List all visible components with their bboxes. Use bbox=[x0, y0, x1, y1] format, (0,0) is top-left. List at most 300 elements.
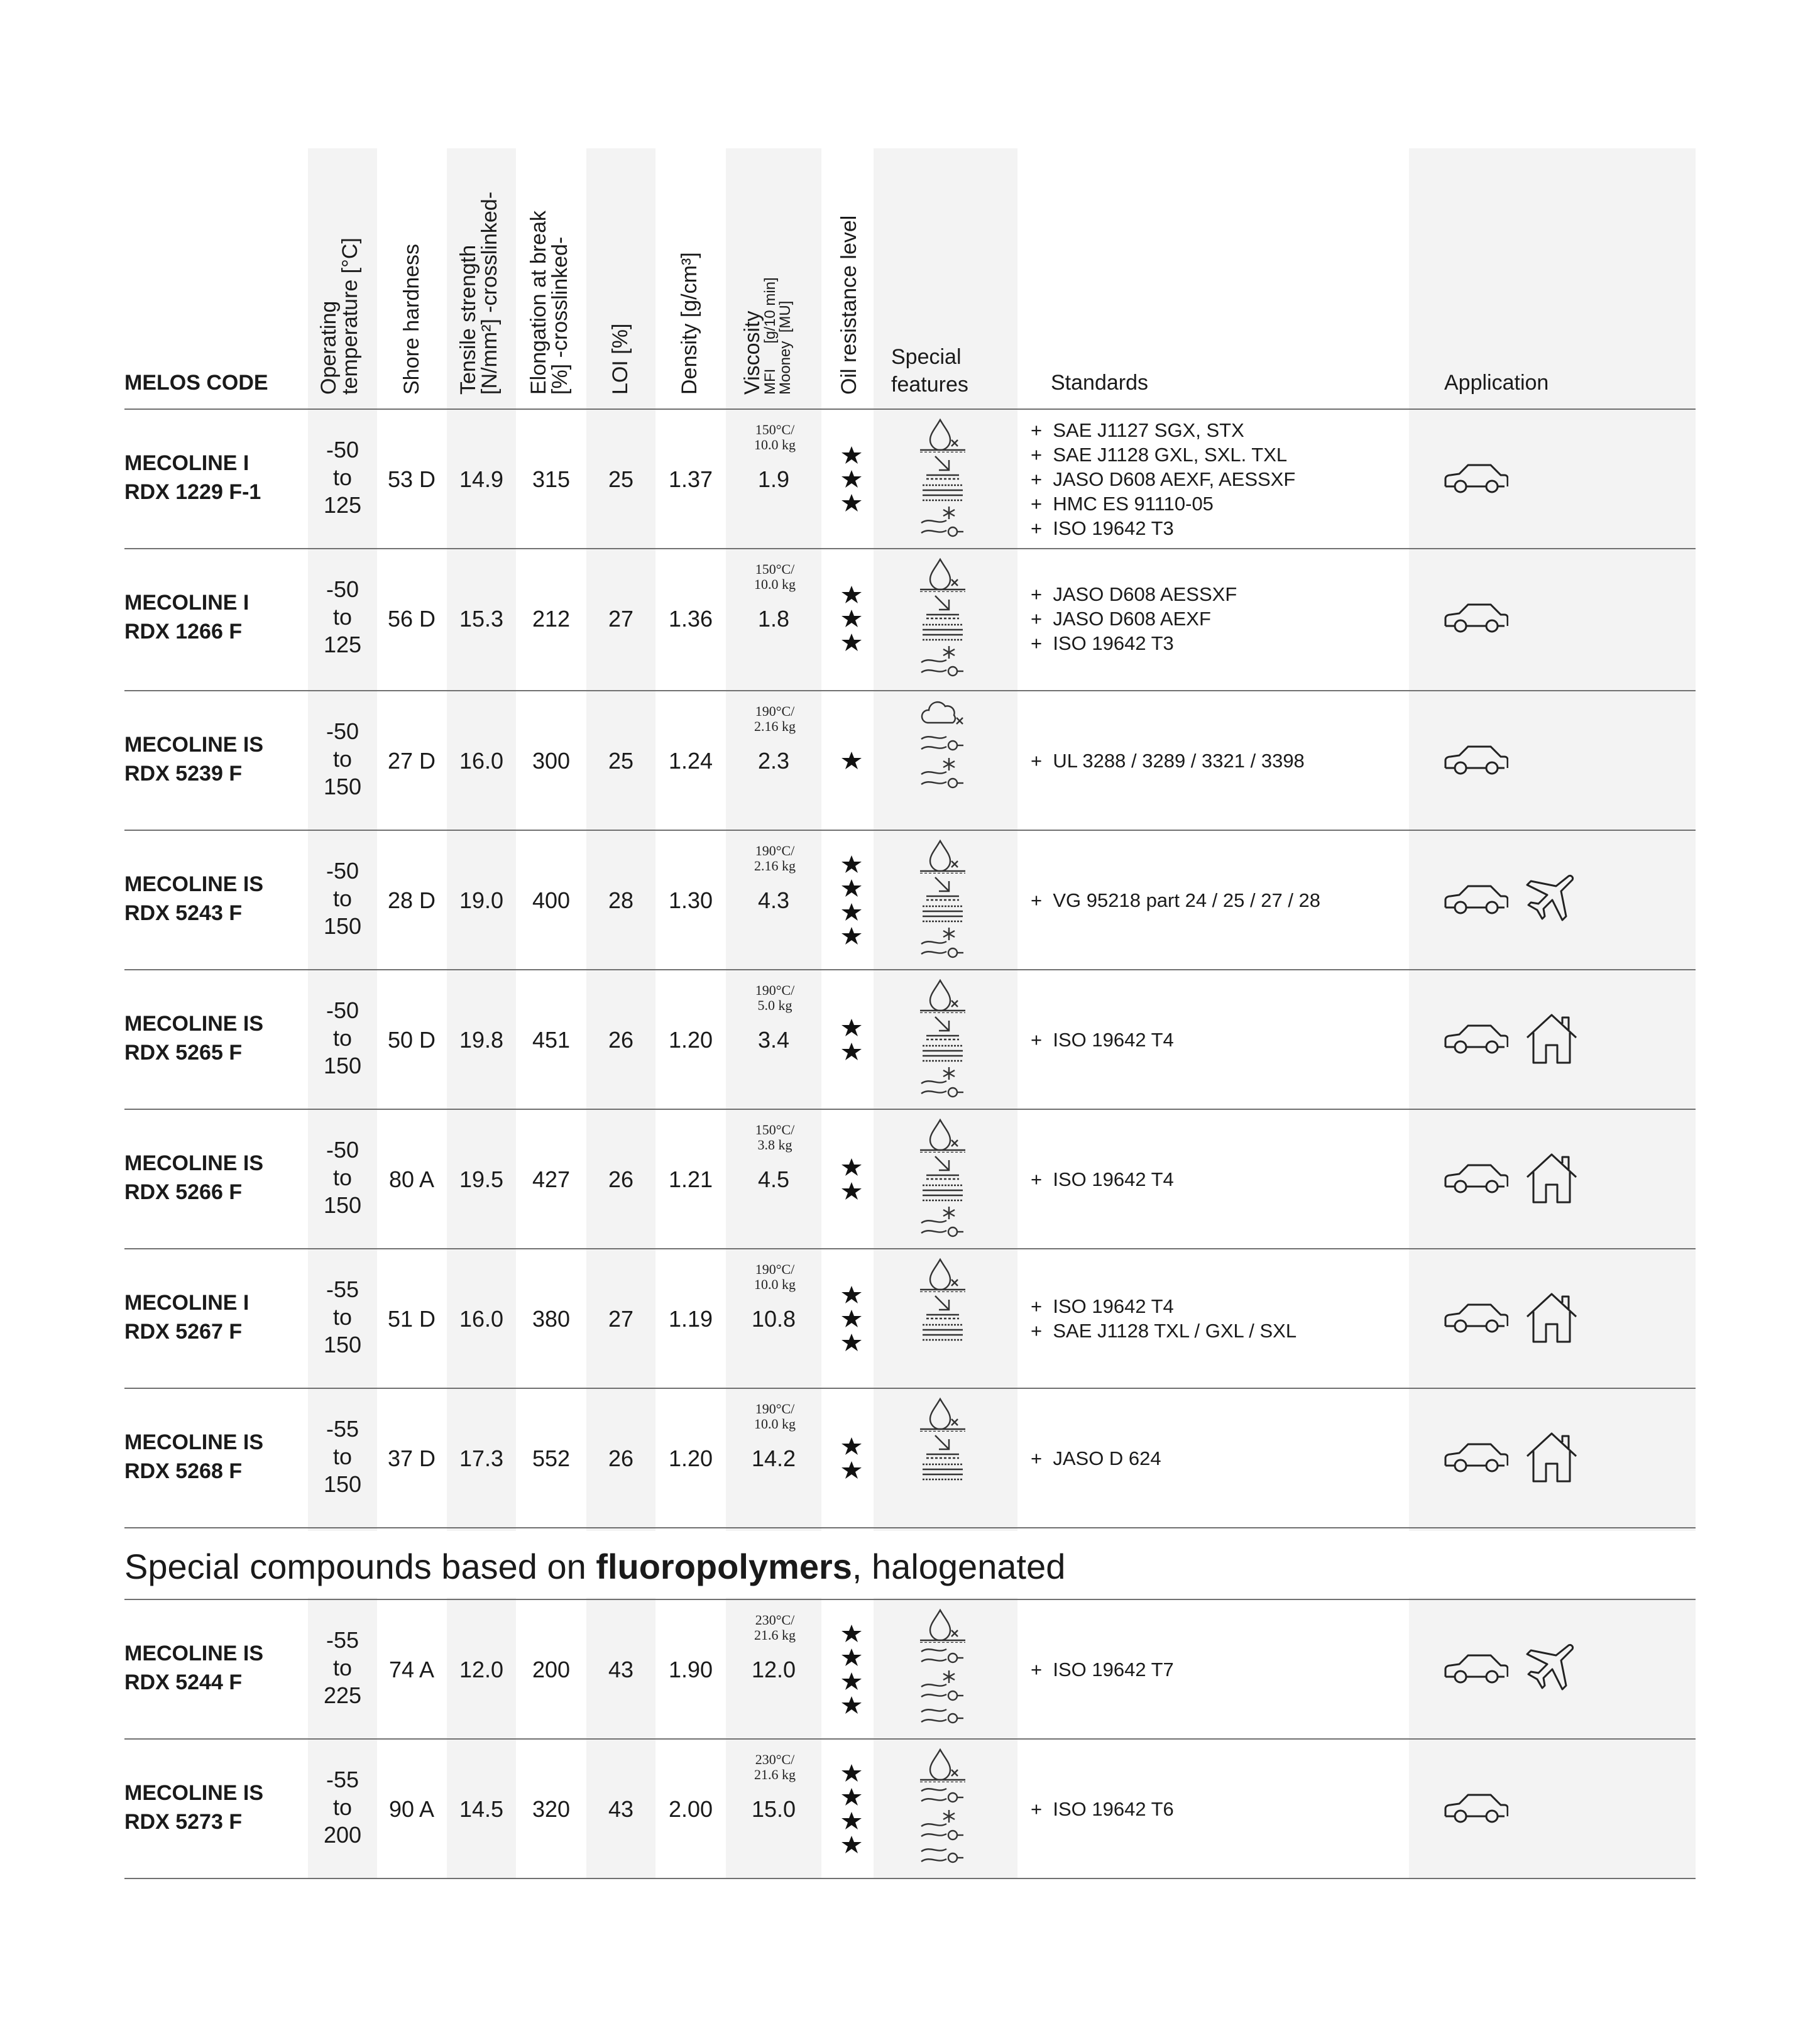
cell-shore: 53 D bbox=[387, 466, 436, 492]
melos-code bbox=[124, 449, 261, 507]
header-melos-code: MELOS CODE bbox=[124, 371, 268, 395]
viscosity-condition bbox=[728, 843, 822, 874]
cell-elong: 320 bbox=[532, 1796, 571, 1822]
viscosity-load: 10.0 kg bbox=[754, 1276, 796, 1292]
cell-density: 1.37 bbox=[668, 466, 713, 492]
cell-loi: 43 bbox=[608, 1796, 634, 1822]
temp-max: 150 bbox=[323, 1332, 362, 1357]
temp-to: to bbox=[332, 1165, 353, 1190]
header-tensile-strength bbox=[458, 192, 500, 395]
header-standards: Standards bbox=[1051, 371, 1148, 395]
melos-code-line2: RDX 5244 F bbox=[124, 1670, 243, 1694]
viscosity-load: 2.16 kg bbox=[754, 858, 796, 874]
standard-item: + SAE J1128 TXL / GXL / SXL bbox=[1031, 1319, 1296, 1343]
melos-code-line1: MECOLINE I bbox=[124, 451, 249, 475]
row-divider bbox=[124, 1248, 1696, 1249]
standards-list bbox=[1031, 749, 1305, 773]
standard-item: + JASO D608 AEXF bbox=[1031, 606, 1237, 631]
cell-loi: 26 bbox=[608, 1445, 634, 1471]
oil-star-icon bbox=[823, 1696, 880, 1714]
viscosity-condition bbox=[728, 704, 822, 734]
cell-elong: 427 bbox=[532, 1166, 571, 1192]
standard-item: + ISO 19642 T3 bbox=[1031, 631, 1237, 655]
oil-star-icon bbox=[823, 446, 880, 464]
temp-to: to bbox=[332, 1304, 353, 1330]
melos-code-line2: RDX 5265 F bbox=[124, 1041, 243, 1065]
oil-star-icon bbox=[823, 855, 880, 874]
cell-tensile: 12.0 bbox=[459, 1657, 504, 1682]
melos-code-line1: MECOLINE IS bbox=[124, 1151, 264, 1175]
cell-elong: 380 bbox=[532, 1306, 571, 1332]
feature-cable-snow-icon bbox=[914, 504, 971, 539]
car-icon bbox=[1443, 1161, 1508, 1197]
temp-min: -55 bbox=[326, 1627, 359, 1653]
temp-to: to bbox=[332, 464, 353, 490]
cell-density: 1.36 bbox=[668, 606, 713, 632]
melos-code-line2: RDX 1266 F bbox=[124, 620, 243, 644]
viscosity-load: 10.0 kg bbox=[754, 437, 796, 452]
row-divider bbox=[124, 830, 1696, 831]
cell-viscosity: 2.3 bbox=[757, 748, 790, 774]
header-special-features bbox=[891, 343, 968, 398]
cell-shore: 51 D bbox=[387, 1306, 436, 1332]
temp-max: 150 bbox=[323, 1471, 362, 1497]
viscosity-condition bbox=[728, 422, 822, 452]
section-title-post: , halogenated bbox=[852, 1547, 1066, 1586]
row-divider bbox=[124, 1388, 1696, 1389]
oil-star-icon bbox=[823, 1648, 880, 1667]
cell-elong: 400 bbox=[532, 887, 571, 913]
standard-item: + SAE J1128 GXL, SXL. TXL bbox=[1031, 442, 1295, 467]
standards-list bbox=[1031, 582, 1237, 655]
application-icons bbox=[1443, 1012, 1580, 1067]
header-loi-label: LOI [%] bbox=[608, 323, 632, 395]
standards-list bbox=[1031, 418, 1295, 540]
oil-resistance-stars bbox=[823, 446, 880, 517]
viscosity-temp: 190°C/ bbox=[755, 703, 795, 719]
cell-loi: 26 bbox=[608, 1027, 634, 1053]
feature-drop-icon bbox=[914, 978, 971, 1013]
temp-min: -50 bbox=[326, 997, 359, 1023]
cell-tensile: 14.9 bbox=[459, 466, 504, 492]
oil-star-icon bbox=[823, 633, 880, 652]
cell-viscosity: 15.0 bbox=[751, 1796, 796, 1822]
melos-code bbox=[124, 1149, 263, 1207]
row-divider bbox=[124, 409, 1696, 410]
cell-elong: 200 bbox=[532, 1657, 571, 1682]
oil-star-icon bbox=[823, 1624, 880, 1643]
standard-item: + JASO D 624 bbox=[1031, 1446, 1161, 1471]
temp-min: -50 bbox=[326, 437, 359, 463]
cell-shore: 74 A bbox=[388, 1657, 435, 1682]
oil-star-icon bbox=[823, 1672, 880, 1691]
oil-star-icon bbox=[823, 1333, 880, 1352]
temp-to: to bbox=[332, 1794, 353, 1820]
feature-cable-snow-icon bbox=[914, 1668, 971, 1703]
melos-code-line1: MECOLINE IS bbox=[124, 733, 264, 757]
row-divider bbox=[124, 1109, 1696, 1110]
viscosity-load: 21.6 kg bbox=[754, 1627, 796, 1643]
standard-item: + HMC ES 91110-05 bbox=[1031, 491, 1295, 516]
special-features bbox=[914, 1257, 971, 1344]
cell-loi: 25 bbox=[608, 466, 634, 492]
standard-item: + JASO D608 AEXF, AESSXF bbox=[1031, 467, 1295, 491]
cell-loi: 43 bbox=[608, 1657, 634, 1682]
melos-code bbox=[124, 1009, 263, 1067]
oil-star-icon bbox=[823, 469, 880, 488]
feature-arrow-icon bbox=[914, 1292, 971, 1321]
feature-lines-icon bbox=[914, 1321, 971, 1344]
viscosity-condition bbox=[728, 983, 822, 1013]
cell-density: 2.00 bbox=[668, 1796, 713, 1822]
melos-code-line2: RDX 5266 F bbox=[124, 1180, 243, 1204]
cell-viscosity: 1.8 bbox=[757, 606, 790, 632]
cell-elong: 212 bbox=[532, 606, 571, 632]
row-divider bbox=[124, 1527, 1696, 1528]
feature-drop-icon bbox=[914, 1608, 971, 1643]
cell-tensile: 19.8 bbox=[459, 1027, 504, 1053]
header-shore-hardness-label: Shore hardness bbox=[400, 243, 424, 395]
standards-list bbox=[1031, 1167, 1174, 1192]
feature-cable-snow-icon bbox=[914, 1807, 971, 1843]
oil-star-icon bbox=[823, 1158, 880, 1176]
oil-star-icon bbox=[823, 1787, 880, 1806]
header-operating-temp-line1: Operating bbox=[317, 300, 341, 395]
car-icon bbox=[1443, 743, 1508, 779]
oil-star-icon bbox=[823, 1309, 880, 1328]
operating-temp bbox=[308, 1415, 377, 1498]
special-features bbox=[914, 1608, 971, 1728]
temp-max: 150 bbox=[323, 1053, 362, 1078]
special-features bbox=[914, 1396, 971, 1483]
melos-code-line2: RDX 1229 F-1 bbox=[124, 480, 261, 504]
standard-item: + ISO 19642 T4 bbox=[1031, 1028, 1174, 1052]
temp-min: -55 bbox=[326, 1767, 359, 1792]
car-icon bbox=[1443, 1791, 1508, 1827]
oil-star-icon bbox=[823, 1763, 880, 1782]
house-icon bbox=[1523, 1151, 1580, 1208]
cell-shore: 80 A bbox=[388, 1166, 435, 1192]
feature-drop-icon bbox=[914, 557, 971, 592]
car-icon bbox=[1443, 1022, 1508, 1058]
temp-min: -50 bbox=[326, 576, 359, 602]
oil-resistance-stars bbox=[823, 1285, 880, 1357]
standard-item: + ISO 19642 T7 bbox=[1031, 1657, 1174, 1682]
cell-shore: 37 D bbox=[387, 1445, 436, 1471]
melos-code-line1: MECOLINE I bbox=[124, 591, 249, 615]
melos-code bbox=[124, 870, 263, 928]
temp-to: to bbox=[332, 886, 353, 911]
cell-tensile: 17.3 bbox=[459, 1445, 504, 1471]
standard-item: + SAE J1127 SGX, STX bbox=[1031, 418, 1295, 442]
header-viscosity-mfi: MFI [g/10 min] bbox=[762, 277, 779, 395]
viscosity-temp: 150°C/ bbox=[755, 1122, 795, 1138]
melos-code bbox=[124, 1779, 263, 1836]
feature-lines-icon bbox=[914, 1461, 971, 1483]
feature-lines-icon bbox=[914, 1182, 971, 1204]
oil-star-icon bbox=[823, 493, 880, 512]
feature-lines-icon bbox=[914, 902, 971, 925]
viscosity-load: 3.8 kg bbox=[757, 1137, 792, 1153]
feature-lines-icon bbox=[914, 621, 971, 644]
operating-temp bbox=[308, 718, 377, 801]
temp-min: -55 bbox=[326, 1276, 359, 1302]
feature-cable-snow-icon bbox=[914, 1204, 971, 1239]
header-density bbox=[679, 252, 700, 395]
operating-temp bbox=[308, 1626, 377, 1709]
car-icon bbox=[1443, 1440, 1508, 1476]
viscosity-temp: 230°C/ bbox=[755, 1612, 795, 1628]
oil-resistance-stars bbox=[823, 1158, 880, 1205]
oil-star-icon bbox=[823, 1285, 880, 1304]
standard-item: + VG 95218 part 24 / 25 / 27 / 28 bbox=[1031, 888, 1320, 913]
oil-resistance-stars bbox=[823, 585, 880, 657]
oil-star-icon bbox=[823, 926, 880, 945]
temp-max: 150 bbox=[323, 1192, 362, 1218]
temp-max: 150 bbox=[323, 913, 362, 939]
header-loi bbox=[610, 324, 631, 395]
melos-code-line2: RDX 5273 F bbox=[124, 1810, 243, 1834]
melos-code-line1: MECOLINE IS bbox=[124, 1642, 264, 1665]
feature-lines-icon bbox=[914, 481, 971, 504]
temp-min: -50 bbox=[326, 858, 359, 884]
operating-temp bbox=[308, 1766, 377, 1849]
oil-star-icon bbox=[823, 1437, 880, 1456]
melos-code-line2: RDX 5267 F bbox=[124, 1320, 243, 1344]
application-icons bbox=[1443, 1291, 1580, 1346]
viscosity-temp: 230°C/ bbox=[755, 1752, 795, 1767]
cell-tensile: 19.0 bbox=[459, 887, 504, 913]
row-divider bbox=[124, 1599, 1696, 1600]
viscosity-temp: 190°C/ bbox=[755, 982, 795, 998]
melos-code-line1: MECOLINE IS bbox=[124, 872, 264, 896]
melos-code-line2: RDX 5243 F bbox=[124, 901, 243, 925]
header-viscosity-mooney: Mooney [MU] bbox=[777, 300, 794, 395]
section-title bbox=[124, 1546, 1065, 1587]
standard-item: + UL 3288 / 3289 / 3321 / 3398 bbox=[1031, 749, 1305, 773]
cell-tensile: 16.0 bbox=[459, 748, 504, 774]
oil-resistance-stars bbox=[823, 1624, 880, 1719]
oil-resistance-stars bbox=[823, 751, 880, 775]
header-viscosity-label: Viscosity bbox=[740, 310, 764, 395]
header-operating-temp-line2: temperature [°C] bbox=[338, 238, 362, 395]
cell-shore: 28 D bbox=[387, 887, 436, 913]
feature-cable-icon bbox=[914, 1843, 971, 1868]
viscosity-temp: 150°C/ bbox=[755, 422, 795, 437]
viscosity-load: 10.0 kg bbox=[754, 1416, 796, 1432]
melos-code-line1: MECOLINE IS bbox=[124, 1012, 264, 1036]
application-icons bbox=[1443, 1151, 1580, 1207]
feature-cable-snow-icon bbox=[914, 1065, 971, 1100]
cell-density: 1.24 bbox=[668, 748, 713, 774]
melos-code bbox=[124, 1288, 249, 1346]
viscosity-temp: 150°C/ bbox=[755, 561, 795, 577]
header-tensile-line2: [N/mm²] -crosslinked- bbox=[478, 191, 502, 395]
header-elongation-line1: Elongation at break bbox=[527, 211, 551, 395]
row-divider bbox=[124, 1738, 1696, 1740]
feature-drop-icon bbox=[914, 1747, 971, 1782]
temp-max: 150 bbox=[323, 774, 362, 799]
temp-max: 225 bbox=[323, 1682, 362, 1708]
feature-drop-icon bbox=[914, 417, 971, 452]
header-elongation-line2: [%] -crosslinked- bbox=[548, 236, 572, 395]
oil-star-icon bbox=[823, 1811, 880, 1830]
row-divider bbox=[124, 1878, 1696, 1879]
oil-resistance-stars bbox=[823, 855, 880, 950]
header-special-line1: Special bbox=[891, 345, 962, 369]
cell-elong: 300 bbox=[532, 748, 571, 774]
car-icon bbox=[1443, 882, 1508, 918]
special-features bbox=[914, 1747, 971, 1868]
temp-min: -50 bbox=[326, 718, 359, 744]
feature-arrow-icon bbox=[914, 1013, 971, 1042]
feature-drop-icon bbox=[914, 1117, 971, 1153]
standards-list bbox=[1031, 888, 1320, 913]
cell-viscosity: 1.9 bbox=[757, 466, 790, 492]
feature-cable-icon bbox=[914, 1643, 971, 1668]
cell-tensile: 14.5 bbox=[459, 1796, 504, 1822]
operating-temp bbox=[308, 1276, 377, 1359]
temp-to: to bbox=[332, 746, 353, 772]
viscosity-load: 2.16 kg bbox=[754, 718, 796, 734]
special-features bbox=[914, 838, 971, 960]
viscosity-temp: 190°C/ bbox=[755, 1261, 795, 1277]
temp-to: to bbox=[332, 1444, 353, 1469]
melos-code-line2: RDX 5268 F bbox=[124, 1459, 243, 1483]
oil-star-icon bbox=[823, 1461, 880, 1479]
standards-list bbox=[1031, 1294, 1296, 1343]
feature-arrow-icon bbox=[914, 1153, 971, 1182]
feature-cable-icon bbox=[914, 730, 971, 755]
car-icon bbox=[1443, 1652, 1508, 1687]
oil-star-icon bbox=[823, 585, 880, 604]
feature-drop-icon bbox=[914, 1396, 971, 1432]
standards-list bbox=[1031, 1797, 1174, 1821]
oil-star-icon bbox=[823, 1018, 880, 1037]
viscosity-condition bbox=[728, 1122, 822, 1153]
header-tensile-line1: Tensile strength bbox=[456, 244, 480, 395]
temp-to: to bbox=[332, 604, 353, 630]
header-viscosity bbox=[742, 277, 793, 395]
cell-elong: 552 bbox=[532, 1445, 571, 1471]
house-icon bbox=[1523, 1290, 1580, 1347]
application-icons bbox=[1443, 1781, 1508, 1836]
feature-cable-snow-icon bbox=[914, 644, 971, 679]
standards-list bbox=[1031, 1657, 1174, 1682]
feature-cable-snow-icon bbox=[914, 925, 971, 960]
oil-resistance-stars bbox=[823, 1018, 880, 1066]
standards-list bbox=[1031, 1446, 1161, 1471]
header-oil-resistance bbox=[838, 216, 860, 395]
special-features bbox=[914, 978, 971, 1100]
oil-star-icon bbox=[823, 1042, 880, 1061]
cell-tensile: 16.0 bbox=[459, 1306, 504, 1332]
car-icon bbox=[1443, 1301, 1508, 1337]
feature-drop-icon bbox=[914, 838, 971, 874]
header-special-line2: features bbox=[891, 373, 968, 397]
cell-shore: 56 D bbox=[387, 606, 436, 632]
cell-loi: 27 bbox=[608, 606, 634, 632]
oil-star-icon bbox=[823, 879, 880, 897]
cell-loi: 26 bbox=[608, 1166, 634, 1192]
house-icon bbox=[1523, 1011, 1580, 1068]
oil-star-icon bbox=[823, 1835, 880, 1854]
viscosity-condition bbox=[728, 1613, 822, 1643]
feature-arrow-icon bbox=[914, 592, 971, 621]
standard-item: + ISO 19642 T4 bbox=[1031, 1294, 1296, 1319]
application-icons bbox=[1443, 591, 1508, 646]
cell-viscosity: 4.5 bbox=[757, 1166, 790, 1192]
temp-to: to bbox=[332, 1655, 353, 1681]
header-operating-temp bbox=[318, 238, 361, 395]
cell-viscosity: 12.0 bbox=[751, 1657, 796, 1682]
melos-code bbox=[124, 1428, 263, 1486]
header-oil-resistance-label: Oil resistance level bbox=[837, 215, 861, 395]
viscosity-temp: 190°C/ bbox=[755, 843, 795, 858]
cell-density: 1.20 bbox=[668, 1027, 713, 1053]
feature-cable-icon bbox=[914, 1703, 971, 1728]
header-density-label: Density [g/cm³] bbox=[677, 252, 701, 395]
application-icons bbox=[1443, 872, 1576, 928]
special-features bbox=[914, 699, 971, 791]
oil-star-icon bbox=[823, 751, 880, 770]
operating-temp bbox=[308, 1136, 377, 1219]
oil-resistance-stars bbox=[823, 1437, 880, 1484]
feature-drop-icon bbox=[914, 1257, 971, 1292]
melos-code-line2: RDX 5239 F bbox=[124, 762, 243, 786]
feature-lines-icon bbox=[914, 1042, 971, 1065]
operating-temp bbox=[308, 997, 377, 1080]
application-icons bbox=[1443, 1430, 1580, 1486]
viscosity-condition bbox=[728, 562, 822, 592]
cell-density: 1.20 bbox=[668, 1445, 713, 1471]
cell-density: 1.30 bbox=[668, 887, 713, 913]
viscosity-condition bbox=[728, 1401, 822, 1432]
melos-code bbox=[124, 730, 263, 788]
standards-list bbox=[1031, 1028, 1174, 1052]
oil-star-icon bbox=[823, 609, 880, 628]
row-divider bbox=[124, 969, 1696, 970]
cell-loi: 25 bbox=[608, 748, 634, 774]
cell-elong: 451 bbox=[532, 1027, 571, 1053]
special-features bbox=[914, 557, 971, 679]
section-title-pre: Special compounds based on bbox=[124, 1547, 596, 1586]
plane-icon bbox=[1523, 1642, 1576, 1697]
melos-code-line1: MECOLINE IS bbox=[124, 1430, 264, 1454]
feature-arrow-icon bbox=[914, 452, 971, 481]
header-application: Application bbox=[1444, 371, 1549, 395]
melos-code bbox=[124, 588, 249, 646]
viscosity-load: 5.0 kg bbox=[757, 997, 792, 1013]
oil-star-icon bbox=[823, 1182, 880, 1200]
cell-viscosity: 4.3 bbox=[757, 887, 790, 913]
viscosity-condition bbox=[728, 1262, 822, 1292]
plane-icon bbox=[1523, 872, 1576, 928]
cell-viscosity: 3.4 bbox=[757, 1027, 790, 1053]
temp-max: 200 bbox=[323, 1822, 362, 1848]
section-title-bold: fluoropolymers bbox=[596, 1547, 852, 1586]
car-icon bbox=[1443, 461, 1508, 497]
cell-viscosity: 10.8 bbox=[751, 1306, 796, 1332]
temp-max: 125 bbox=[323, 632, 362, 657]
standard-item: + JASO D608 AESSXF bbox=[1031, 582, 1237, 606]
temp-min: -55 bbox=[326, 1416, 359, 1442]
feature-arrow-icon bbox=[914, 874, 971, 902]
feature-cloud-icon bbox=[914, 699, 971, 730]
feature-cable-icon bbox=[914, 1782, 971, 1807]
special-features bbox=[914, 1117, 971, 1239]
temp-min: -50 bbox=[326, 1137, 359, 1163]
